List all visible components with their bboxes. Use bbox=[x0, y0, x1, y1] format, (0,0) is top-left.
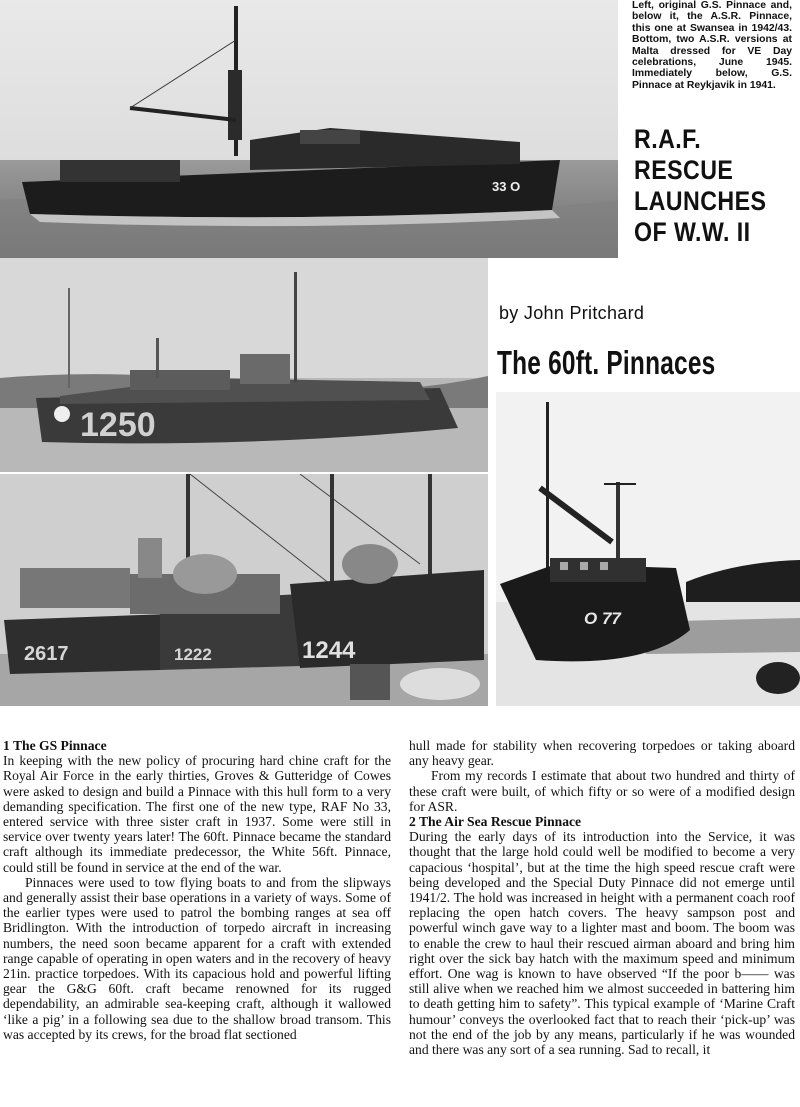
title-line-3: LAUNCHES bbox=[634, 186, 767, 216]
photo-asr-malta bbox=[0, 474, 488, 706]
photo-asr-pinnace bbox=[0, 258, 488, 472]
paragraph: During the early days of its introduction into the Service, it was thought that the large hold could well be modified to become a very capacious ‘hospital’, but at the time the high speed rescue craft were being developed and the Special Duty Pinnace did not emerge until 1941/2. The hold was increased in height with a permanent coach roof replacing the open hatch covers. The heavy sampson post and powerful winch gave way to a lighter mast and boom. The boom was to enable the crew to haul their rescued airman aboard and bring him right over the sick bay hatch with the maximum speed and minimum effort. One wag is known to have observed “If the poor b—— was still alive when we reached him we almost succeeded in battering him to death getting him to safety”. This typical example of ‘Marine Craft humour’ conveys the overlooked fact that to reach their ‘pick-up’ was not the end of the job by any means, particularly if he was wounded and there was any sort of a sea running. Sad to recall, it bbox=[409, 829, 795, 1058]
right-boat-number: O 77 bbox=[584, 609, 621, 628]
photo-gs-reykjavik bbox=[496, 392, 800, 706]
paragraph: Pinnaces were used to tow flying boats to and from the slipways and generally assist their base operations in a variety of ways. Some of the earlier types were used to patrol the bombing ranges at sea off Bridlington. With the introduction of torpedo aircraft in increasing numbers, the need soon became apparent for a craft with extended range capable of operating in open waters and in the recovery of heavy 21in. practice torpedoes. With its capacious hold and powerful lifting gear the G&G 60ft. craft became renowned for its rugged dependability, an admirable sea-keeping craft, although it wallowed ‘like a pig’ in a following sea due to the shallow broad transom. This was accepted by its crews, for the broad flat sectioned bbox=[3, 874, 391, 1042]
article-column-2 bbox=[409, 738, 795, 1057]
section-2-heading: 2 The Air Sea Rescue Pinnace bbox=[409, 814, 582, 830]
article-title bbox=[634, 124, 776, 248]
bottom-boat-number-2: 1222 bbox=[174, 645, 212, 664]
paragraph: From my records I estimate that about two hundred and thirty of these craft were built, of which fifty or so were of a modified design for ASR. bbox=[409, 768, 795, 814]
top-boat-number: 33 O bbox=[492, 179, 521, 194]
paragraph: hull made for stability when recovering torpedoes or taking aboard any heavy gear. bbox=[409, 738, 795, 769]
section-1-heading: 1 The GS Pinnace bbox=[3, 738, 107, 753]
byline: by John Pritchard bbox=[499, 303, 645, 323]
photo-caption: Left, original G.S. Pinnace and, below it, the A.S.R. Pinnace, this one at Swansea in 1942/43. Bottom, two A.S.R. versions at Malta dressed for VE Day celebrations, June 1945. Immediately below, G.S. Pinnace at Reykjavik in 1941. bbox=[632, 0, 792, 91]
middle-boat-number: 1250 bbox=[80, 406, 156, 444]
article-column-1 bbox=[3, 738, 391, 1042]
title-line-1: R.A.F. bbox=[634, 124, 702, 154]
bottom-boat-number-3: 1244 bbox=[302, 637, 356, 664]
title-line-2: RESCUE bbox=[634, 155, 734, 185]
paragraph: In keeping with the new policy of procuring hard chine craft for the Royal Air Force in the early thirties, Groves & Gutteridge of Cowes were asked to design and build a Pinnace with this hull form to a very demanding specification. The first one of the new type, RAF No 33, entered service with three sister craft in 1937. Some were still in service over twenty years later! The 60ft. Pinnace became the standard craft although its immediate predecessor, the White 56ft. Pinnace, could still be found in service at the end of the war. bbox=[3, 753, 391, 875]
title-line-4: OF W.W. II bbox=[634, 217, 751, 247]
bottom-boat-number-1: 2617 bbox=[24, 643, 69, 665]
section-subtitle: The 60ft. Pinnaces bbox=[497, 344, 716, 381]
photo-gs-pinnace bbox=[0, 0, 618, 258]
